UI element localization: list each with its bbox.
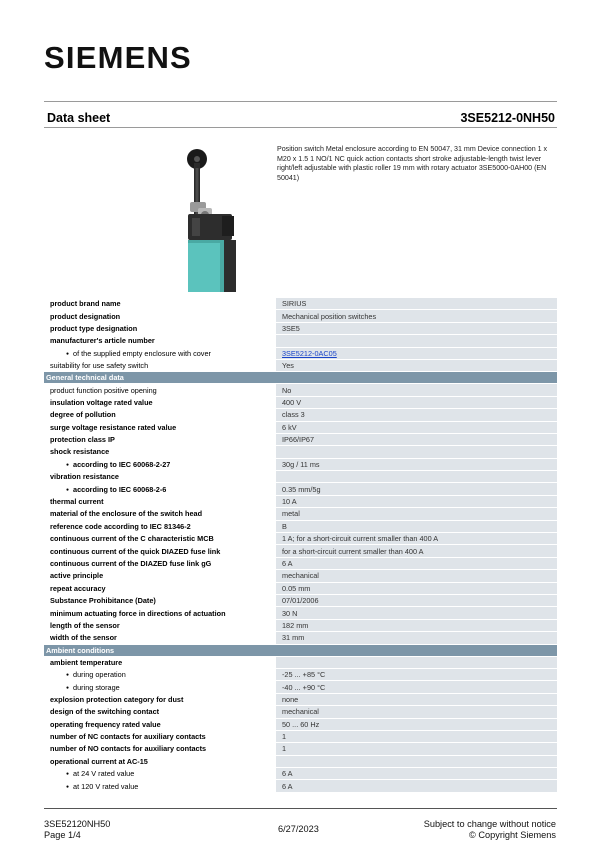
section-title: General technical data [44, 372, 557, 384]
position-switch-product-image [176, 148, 246, 294]
property-name: ● according to IEC 60068-2-6 [44, 483, 276, 495]
footer-notice: Subject to change without notice [423, 819, 556, 829]
table-row [44, 483, 557, 495]
datasheet-table [44, 298, 557, 793]
section-header [44, 372, 557, 384]
property-value: 07/01/2006 [276, 594, 558, 606]
table-row [44, 656, 557, 668]
property-value: 10 A [276, 495, 558, 507]
footer-page-number: Page 1/4 [44, 829, 81, 840]
property-value: 182 mm [276, 619, 558, 631]
table-row [44, 545, 557, 557]
property-name: insulation voltage rated value [44, 396, 276, 408]
property-name: product type designation [44, 322, 276, 334]
property-value: No [276, 384, 558, 396]
footer-copyright: © Copyright Siemens [469, 829, 556, 840]
property-name: manufacturer's article number [44, 335, 276, 347]
table-row [44, 768, 557, 780]
property-value [276, 656, 558, 668]
property-value: -25 ... +85 °C [276, 668, 558, 680]
property-name: product designation [44, 310, 276, 322]
table-row [44, 433, 557, 445]
property-value: -40 ... +90 °C [276, 681, 558, 693]
property-name: ● at 120 V rated value [44, 780, 276, 792]
table-row [44, 322, 557, 334]
article-code: 3SE5212-0NH50 [460, 111, 555, 125]
property-name: ● during storage [44, 681, 276, 693]
footer-article-code: 3SE52120NH50 [44, 819, 111, 829]
property-value [276, 347, 558, 359]
property-name: repeat accuracy [44, 582, 276, 594]
table-row [44, 718, 557, 730]
property-value: 6 kV [276, 421, 558, 433]
property-name: operating frequency rated value [44, 718, 276, 730]
footer-left [44, 819, 110, 840]
property-value: 3SE5 [276, 322, 558, 334]
table-row [44, 668, 557, 680]
property-value: 0.05 mm [276, 582, 558, 594]
table-row [44, 421, 557, 433]
table-row [44, 471, 557, 483]
property-name: ● of the supplied empty enclosure with cover [44, 347, 276, 359]
property-name: thermal current [44, 495, 276, 507]
property-value: 1 [276, 730, 558, 742]
table-row [44, 347, 557, 359]
property-value: 0.35 mm/5g [276, 483, 558, 495]
property-name: protection class IP [44, 433, 276, 445]
table-row [44, 335, 557, 347]
property-name: ● at 24 V rated value [44, 768, 276, 780]
property-value [276, 755, 558, 767]
table-row [44, 310, 557, 322]
table-row [44, 619, 557, 631]
property-name: minimum actuating force in directions of actuation [44, 607, 276, 619]
section-header [44, 644, 557, 656]
section-title: Ambient conditions [44, 644, 557, 656]
property-value: 50 ... 60 Hz [276, 718, 558, 730]
table-row [44, 755, 557, 767]
property-name: explosion protection category for dust [44, 693, 276, 705]
property-name: ● during operation [44, 668, 276, 680]
property-value: metal [276, 508, 558, 520]
table-row [44, 458, 557, 470]
product-description: Position switch Metal enclosure according to EN 50047, 31 mm Device connection 1 x M20 x 1.5 1 NO/1 NC quick action contacts short stroke adjustable-length twist lever right/left adjustable with plastic roller 19 mm with rotary actuator 3SE5000-0AH00 (EN 50041) [277, 145, 548, 183]
property-value: 30 N [276, 607, 558, 619]
table-row [44, 557, 557, 569]
property-name: Substance Prohibitance (Date) [44, 594, 276, 606]
property-value [276, 471, 558, 483]
property-name: design of the switching contact [44, 706, 276, 718]
property-name: reference code according to IEC 81346-2 [44, 520, 276, 532]
property-name: length of the sensor [44, 619, 276, 631]
property-value: mechanical [276, 570, 558, 582]
table-row [44, 520, 557, 532]
property-value: 6 A [276, 780, 558, 792]
property-value: none [276, 693, 558, 705]
property-value: 30g / 11 ms [276, 458, 558, 470]
table-row [44, 607, 557, 619]
property-name: continuous current of the quick DIAZED fuse link [44, 545, 276, 557]
table-row [44, 693, 557, 705]
property-value: SIRIUS [276, 298, 558, 310]
header-top-rule [44, 101, 557, 102]
property-value: 6 A [276, 768, 558, 780]
property-name: width of the sensor [44, 632, 276, 644]
table-row [44, 743, 557, 755]
property-value: 6 A [276, 557, 558, 569]
property-value: 1 [276, 743, 558, 755]
table-row [44, 570, 557, 582]
table-row [44, 594, 557, 606]
article-link[interactable]: 3SE5212-0AC05 [282, 348, 337, 358]
property-name: product function positive opening [44, 384, 276, 396]
property-value: Mechanical position switches [276, 310, 558, 322]
property-value: B [276, 520, 558, 532]
table-row [44, 632, 557, 644]
table-row [44, 298, 557, 310]
property-name: continuous current of the C characteristic MCB [44, 533, 276, 545]
table-row [44, 446, 557, 458]
property-name: number of NC contacts for auxiliary contacts [44, 730, 276, 742]
property-name: continuous current of the DIAZED fuse link gG [44, 557, 276, 569]
datasheet-title: Data sheet [47, 111, 111, 125]
property-name: operational current at AC-15 [44, 755, 276, 767]
table-row [44, 533, 557, 545]
property-name: suitability for use safety switch [44, 359, 276, 371]
property-name: surge voltage resistance rated value [44, 421, 276, 433]
property-value: 1 A; for a short-circuit current smaller than 400 A [276, 533, 558, 545]
property-name: number of NO contacts for auxiliary contacts [44, 743, 276, 755]
table-row [44, 359, 557, 371]
property-value: for a short-circuit current smaller than 400 A [276, 545, 558, 557]
table-row [44, 582, 557, 594]
property-name: ambient temperature [44, 656, 276, 668]
table-row [44, 384, 557, 396]
property-name: shock resistance [44, 446, 276, 458]
table-row [44, 681, 557, 693]
footer-rule [44, 808, 557, 809]
property-name: material of the enclosure of the switch head [44, 508, 276, 520]
property-value: 400 V [276, 396, 558, 408]
footer-right [424, 819, 556, 840]
property-value [276, 335, 558, 347]
siemens-logo: SIEMENS [44, 40, 192, 75]
table-row [44, 409, 557, 421]
property-value [276, 446, 558, 458]
property-value: 31 mm [276, 632, 558, 644]
table-row [44, 508, 557, 520]
header-bottom-rule [44, 127, 557, 128]
property-value: IP66/IP67 [276, 433, 558, 445]
table-row [44, 495, 557, 507]
footer-date: 6/27/2023 [278, 824, 319, 834]
table-row [44, 706, 557, 718]
table-row [44, 730, 557, 742]
table-row [44, 780, 557, 792]
table-row [44, 396, 557, 408]
property-name: degree of pollution [44, 409, 276, 421]
property-name: ● according to IEC 60068-2-27 [44, 458, 276, 470]
property-value: mechanical [276, 706, 558, 718]
property-value: class 3 [276, 409, 558, 421]
property-name: vibration resistance [44, 471, 276, 483]
property-name: active principle [44, 570, 276, 582]
property-name: product brand name [44, 298, 276, 310]
property-value: Yes [276, 359, 558, 371]
